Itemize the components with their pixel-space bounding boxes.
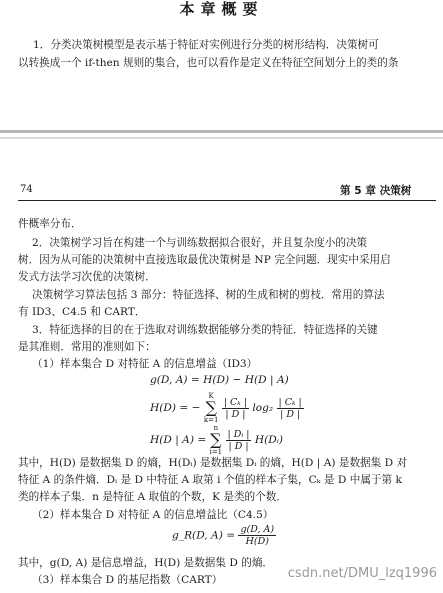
chapter-summary-title: 本章概要 bbox=[179, 0, 264, 18]
gain-ratio-den: H(D) bbox=[245, 536, 269, 547]
sum-upper: K bbox=[208, 392, 214, 400]
criterion-1-heading: （1）样本集合 D 对特征 A 的信息增益（ID3） bbox=[32, 358, 258, 370]
summation-symbol-2 bbox=[210, 424, 223, 456]
frac-num-2: | Cₖ | bbox=[278, 396, 302, 408]
paragraph-3-line-2: 有 ID3、C4.5 和 CART． bbox=[18, 306, 146, 318]
page-gap-shadow bbox=[0, 137, 443, 139]
fraction-ck-d bbox=[222, 397, 249, 420]
frac-num-3: | Dᵢ | bbox=[227, 428, 250, 440]
cond-entropy-lhs: H(D | A) = bbox=[150, 434, 207, 446]
frac-num: | Cₖ | bbox=[223, 396, 247, 408]
explanation-1-line-1: 其中，H(D) 是数据集 D 的熵，H(Dᵢ) 是数据集 Dᵢ 的熵，H(D | A) 是数据集 D 对 bbox=[18, 457, 408, 469]
page-number: 74 bbox=[20, 184, 33, 195]
paragraph-2-line-1: 2．决策树学习旨在构建一个与训练数据拟合很好，并且复杂度小的决策 bbox=[32, 237, 368, 249]
continued-line: 件概率分布． bbox=[18, 218, 82, 230]
sum-upper-2: n bbox=[213, 424, 219, 432]
sum-lower-2: i=1 bbox=[209, 448, 223, 456]
fraction-di-d bbox=[226, 429, 252, 452]
equation-entropy bbox=[150, 392, 304, 424]
header-rule bbox=[18, 200, 436, 201]
equation-info-gain: g(D, A) = H(D) − H(D | A) bbox=[150, 374, 289, 386]
paragraph-1-line-1: 1．分类决策树模型是表示基于特征对实例进行分类的树形结构．决策树可 bbox=[33, 39, 379, 51]
paragraph-1-line-2: 以转换成一个 if-then 规则的集合，也可以看作是定义在特征空间划分上的类的条 bbox=[18, 57, 399, 69]
equation-gain-ratio bbox=[172, 524, 276, 547]
sigma-glyph-2: ∑ bbox=[210, 430, 222, 449]
running-head: 第 5 章 决策树 bbox=[340, 185, 412, 197]
paragraph-2-line-2: 树．因为从可能的决策树中直接选取最优决策树是 NP 完全问题．现实中采用启 bbox=[18, 254, 391, 266]
paragraph-3-line-1: 决策树学习算法包括 3 部分：特征选择、树的生成和树的剪枝．常用的算法 bbox=[32, 289, 385, 301]
paragraph-2-line-3: 发式方法学习次优的决策树． bbox=[18, 271, 156, 283]
fraction-gain-ratio bbox=[238, 524, 276, 547]
explanation-1-line-2: 特征 A 的条件熵．Dᵢ 是 D 中特征 A 取第 i 个值的样本子集，Cₖ 是 D 中属于第 k bbox=[18, 474, 402, 486]
gain-ratio-num: g(D, A) bbox=[240, 524, 275, 535]
gain-ratio-lhs: g_R(D, A) = bbox=[172, 529, 236, 542]
log-term: log₂ bbox=[252, 402, 274, 414]
cond-entropy-rhs: H(Dᵢ) bbox=[254, 434, 283, 446]
entropy-lhs: H(D) = − bbox=[150, 402, 201, 414]
frac-den: | D | bbox=[225, 408, 246, 420]
sigma-glyph: ∑ bbox=[205, 398, 217, 417]
explanation-2: 其中，g(D, A) 是信息增益，H(D) 是数据集 D 的熵． bbox=[18, 557, 274, 569]
criterion-2-heading: （2）样本集合 D 对特征 A 的信息增益比（C4.5） bbox=[32, 509, 274, 521]
watermark: csdn.net/DMU_lzq1996 bbox=[287, 566, 437, 581]
paragraph-4-line-1: 3．特征选择的目的在于选取对训练数据能够分类的特征．特征选择的关键 bbox=[32, 324, 378, 336]
equation-conditional-entropy bbox=[150, 424, 283, 456]
frac-den-2: | D | bbox=[280, 408, 301, 420]
frac-den-3: | D | bbox=[228, 440, 249, 452]
paragraph-4-line-2: 是其准则．常用的准则如下： bbox=[18, 341, 156, 353]
sum-lower: k=1 bbox=[203, 416, 219, 424]
fraction-ck-d-2 bbox=[277, 397, 304, 420]
explanation-1-line-3: 类的样本子集．n 是特征 A 取值的个数，K 是类的个数． bbox=[18, 491, 287, 503]
criterion-3-heading: （3）样本集合 D 的基尼指数（CART） bbox=[32, 574, 223, 586]
summation-symbol bbox=[204, 392, 219, 424]
